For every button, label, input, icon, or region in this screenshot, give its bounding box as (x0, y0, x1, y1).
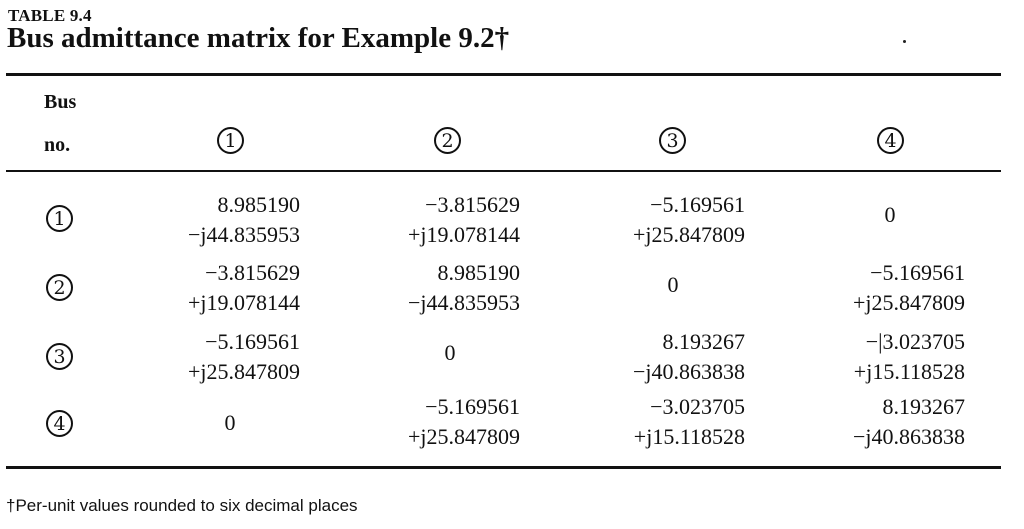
cell-real-part: 0 (884, 202, 896, 227)
cell-imag-part: +j15.118528 (853, 359, 965, 384)
circled-number: 3 (46, 343, 73, 370)
matrix-cell (600, 327, 745, 387)
header-rule (6, 170, 1001, 172)
cell-real-part: −5.169561 (650, 192, 745, 217)
row-header-2 (46, 274, 73, 301)
matrix-cell (420, 338, 480, 368)
bus-header-line1: Bus (44, 91, 77, 113)
cell-real-part: −5.169561 (205, 329, 300, 354)
cell-imag-part: −j40.863838 (852, 424, 965, 449)
cell-real-part: 0 (444, 340, 456, 365)
column-header-1 (217, 127, 244, 154)
circled-number: 3 (659, 127, 686, 154)
cell-real-part: 8.985190 (437, 260, 520, 285)
matrix-cell (200, 408, 260, 438)
column-header-3 (659, 127, 686, 154)
matrix-cell (160, 190, 300, 250)
matrix-cell (375, 258, 520, 318)
cell-real-part: 0 (667, 272, 679, 297)
cell-imag-part: +j15.118528 (633, 424, 745, 449)
matrix-cell (160, 258, 300, 318)
cell-real-part: −5.169561 (425, 394, 520, 419)
table-label: TABLE 9.4 (8, 6, 92, 25)
cell-imag-part: +j19.078144 (187, 290, 300, 315)
matrix-cell (860, 200, 920, 230)
circled-number: 4 (877, 127, 904, 154)
cell-real-part: −3.815629 (425, 192, 520, 217)
cell-imag-part: −j40.863838 (632, 359, 745, 384)
matrix-cell (375, 190, 520, 250)
cell-real-part: −3.815629 (205, 260, 300, 285)
cell-real-part: 8.985190 (217, 192, 300, 217)
cell-imag-part: −j44.835953 (407, 290, 520, 315)
row-header-4 (46, 410, 73, 437)
column-header-4 (877, 127, 904, 154)
circled-number: 1 (46, 205, 73, 232)
cell-imag-part: +j25.847809 (187, 359, 300, 384)
cell-imag-part: +j19.078144 (407, 222, 520, 247)
circled-number: 1 (217, 127, 244, 154)
matrix-cell (600, 190, 745, 250)
cell-imag-part: +j25.847809 (407, 424, 520, 449)
bottom-rule (6, 466, 1001, 469)
cell-real-part: 8.193267 (662, 329, 745, 354)
matrix-cell (375, 392, 520, 452)
cell-real-part: −|3.023705 (865, 329, 965, 354)
cell-real-part: 8.193267 (882, 394, 965, 419)
cell-real-part: −5.169561 (870, 260, 965, 285)
matrix-cell (160, 327, 300, 387)
matrix-cell (820, 327, 965, 387)
bus-number-header (44, 91, 77, 156)
cell-real-part: −3.023705 (650, 394, 745, 419)
row-header-3 (46, 343, 73, 370)
stray-dot (903, 40, 906, 43)
bus-header-line2: no. (44, 134, 71, 156)
matrix-cell (820, 258, 965, 318)
row-header-1 (46, 205, 73, 232)
cell-imag-part: +j25.847809 (852, 290, 965, 315)
cell-imag-part: −j44.835953 (187, 222, 300, 247)
top-rule (6, 73, 1001, 76)
circled-number: 2 (434, 127, 461, 154)
matrix-cell (820, 392, 965, 452)
footnote: †Per-unit values rounded to six decimal places (6, 496, 358, 515)
cell-imag-part: +j25.847809 (632, 222, 745, 247)
table-title: Bus admittance matrix for Example 9.2† (7, 22, 510, 54)
matrix-cell (600, 392, 745, 452)
cell-real-part: 0 (224, 410, 236, 435)
matrix-cell (643, 270, 703, 300)
column-header-2 (434, 127, 461, 154)
circled-number: 2 (46, 274, 73, 301)
circled-number: 4 (46, 410, 73, 437)
